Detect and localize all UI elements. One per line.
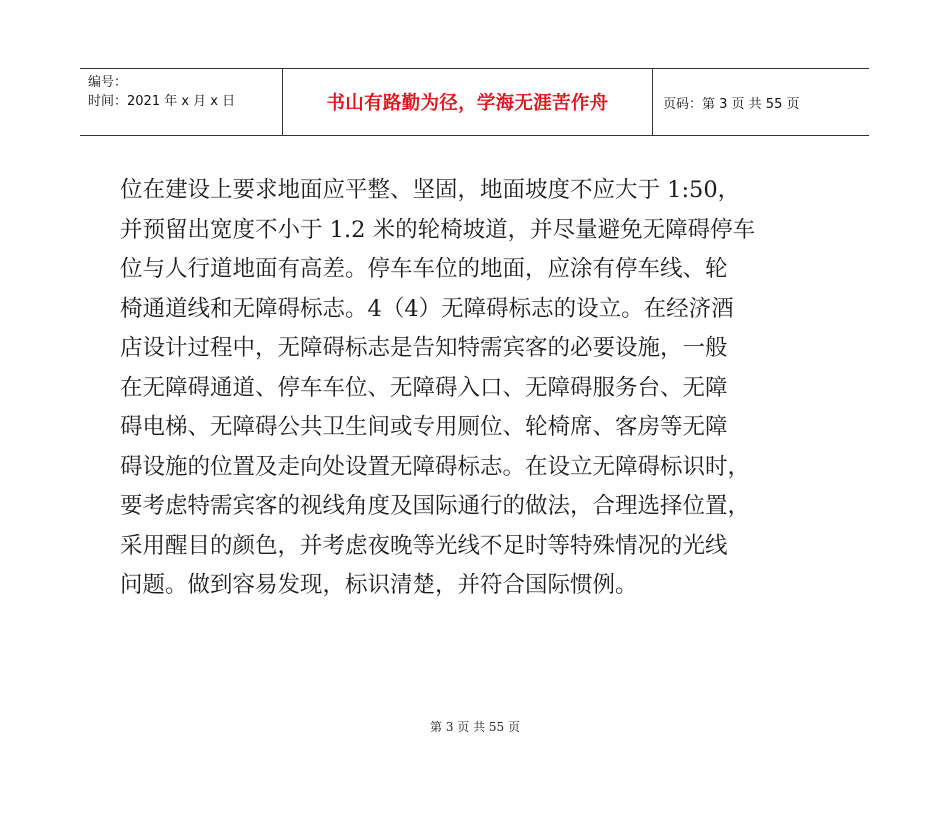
body-line: 碍设施的位置及走向处设置无障碍标志。在设立无障碍标识时， bbox=[120, 453, 751, 480]
body-line: 采用醒目的颜色，并考虑夜晚等光线不足时等特殊情况的光线 bbox=[120, 532, 728, 559]
header-motto: 书山有路勤为径，学海无涯苦作舟 bbox=[283, 69, 653, 135]
body-line: 并预留出宽度不小于 1.2 米的轮椅坡道，并尽量避免无障碍停车 bbox=[120, 216, 756, 243]
page-footer bbox=[0, 718, 950, 735]
body-line: 碍电梯、无障碍公共卫生间或专用厕位、轮椅席、客房等无障 bbox=[120, 414, 728, 440]
header-page-info: 页码：第 3 页 共 55 页 bbox=[663, 96, 800, 112]
body-line: 位与人行道地面有高差。停车车位的地面，应涂有停车线、轮 bbox=[120, 256, 728, 282]
body-line: 店设计过程中，无障碍标志是告知特需宾客的必要设施，一般 bbox=[120, 335, 728, 361]
body-line: 椅通道线和无障碍标志。4（4）无障碍标志的设立。在经济酒 bbox=[120, 295, 734, 322]
body-line: 位在建设上要求地面应平整、坚固，地面坡度不应大于 1:50， bbox=[120, 177, 741, 203]
date-label: 时间：2021 年 x 月 x 日 bbox=[88, 94, 236, 109]
body-line: 问题。做到容易发现，标识清楚，并符合国际惯例。 bbox=[120, 572, 638, 598]
footer-page-number: 第 3 页 共 55 页 bbox=[430, 720, 520, 734]
page-header bbox=[80, 68, 869, 136]
body-line: 要考虑特需宾客的视线角度及国际通行的做法，合理选择位置， bbox=[120, 493, 751, 519]
document-body bbox=[120, 171, 840, 606]
serial-number-label: 编号： bbox=[88, 75, 128, 90]
body-line: 在无障碍通道、停车车位、无障碍入口、无障碍服务台、无障 bbox=[120, 374, 728, 401]
header-meta-cell bbox=[80, 69, 283, 135]
